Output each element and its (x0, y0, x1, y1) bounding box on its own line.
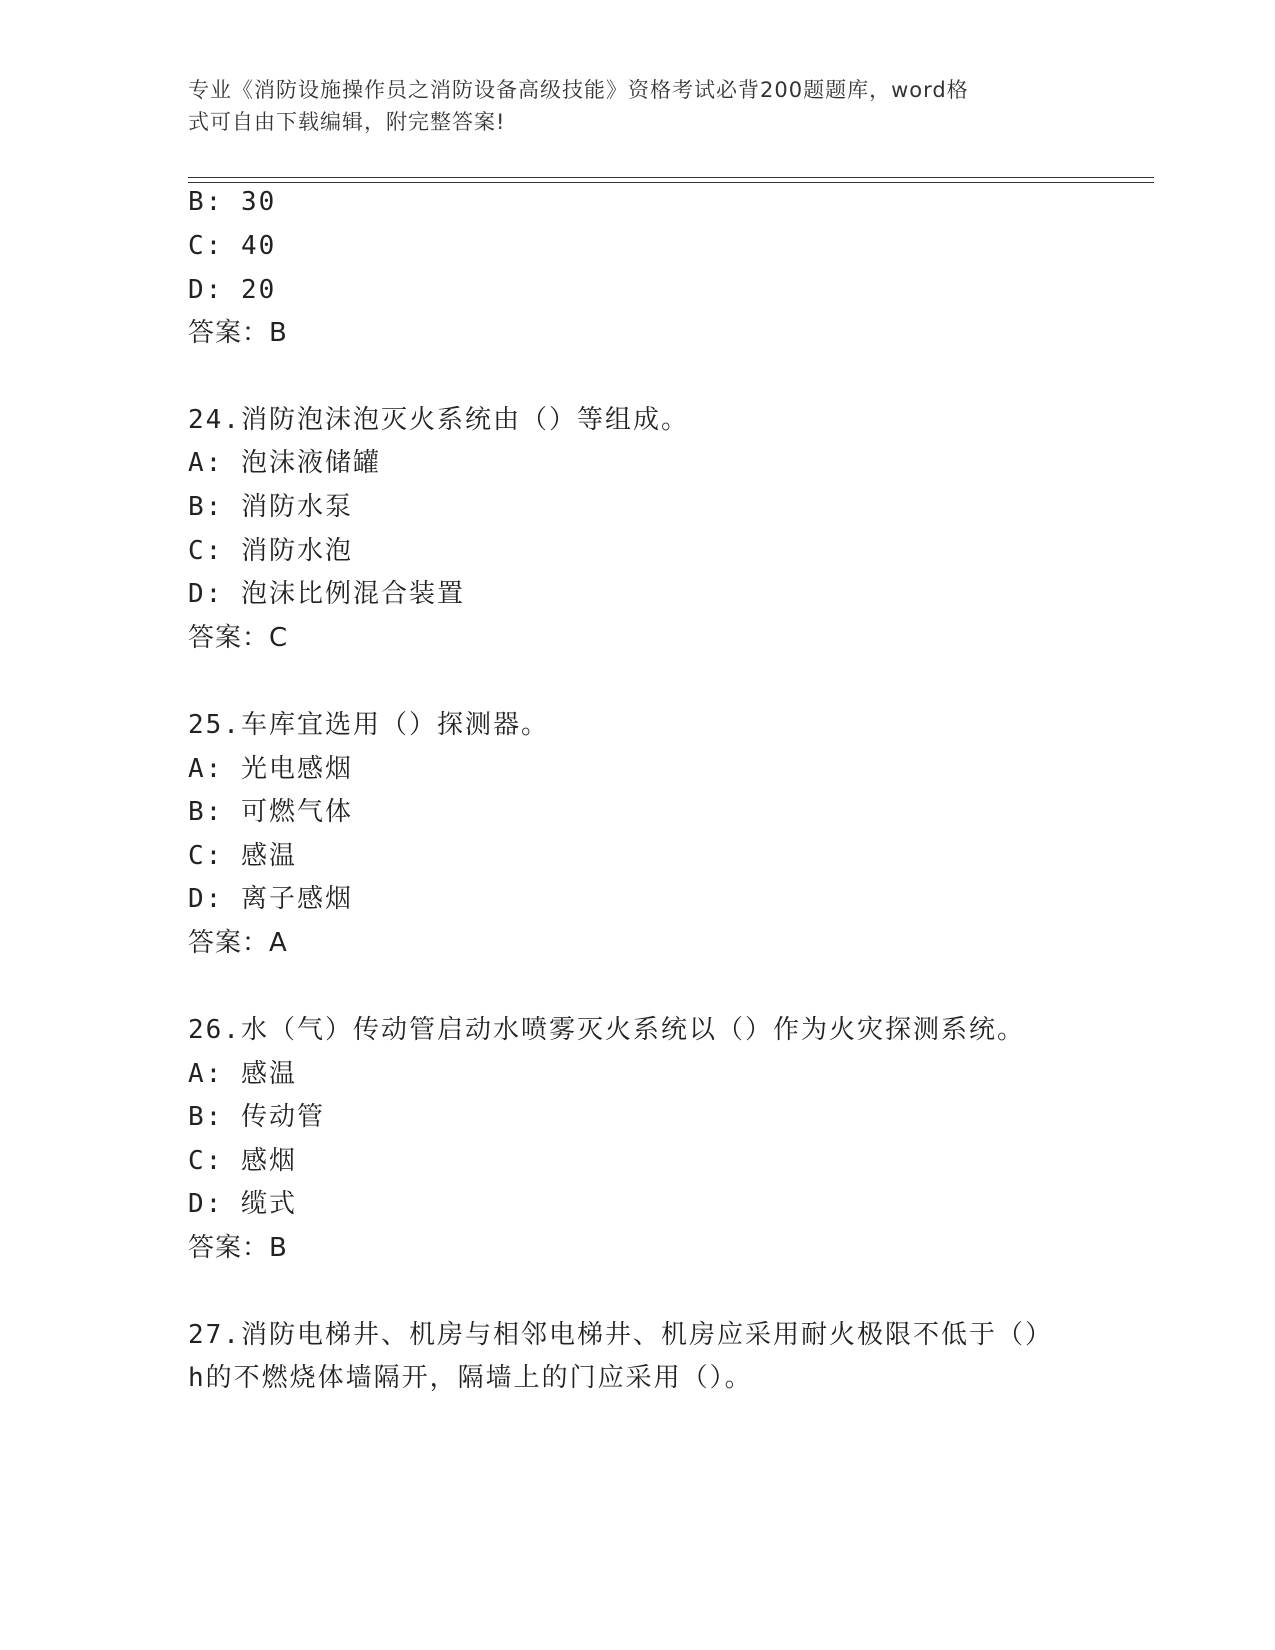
q26-answer: 答案：B (188, 1233, 288, 1263)
document-header (188, 74, 1068, 138)
q27-question-line-1: 27.消防电梯井、机房与相邻电梯井、机房应采用耐火极限不低于（） (188, 1320, 1053, 1350)
q25-option-b: B: 可燃气体 (188, 797, 353, 827)
q24-option-a: A: 泡沫液储罐 (188, 448, 381, 478)
q25-option-a: A: 光电感烟 (188, 754, 353, 784)
header-line-1: 专业《消防设施操作员之消防设备高级技能》资格考试必背200题题库，word格 (188, 78, 969, 102)
q26-option-c: C: 感烟 (188, 1146, 297, 1176)
q25-answer: 答案：A (188, 928, 288, 958)
header-line-2: 式可自由下载编辑，附完整答案! (188, 110, 506, 134)
q24-question: 24.消防泡沫泡灭火系统由（）等组成。 (188, 405, 689, 435)
header-divider-bottom (188, 182, 1154, 183)
q24-option-d: D: 泡沫比例混合装置 (188, 579, 465, 609)
q23-option-c: C: 40 (188, 231, 277, 261)
q26-question: 26.水（气）传动管启动水喷雾灭火系统以（）作为火灾探测系统。 (188, 1015, 1025, 1045)
q26-option-a: A: 感温 (188, 1059, 297, 1089)
q27-question-line-2: h的不燃烧体墙隔开，隔墙上的门应采用（）。 (188, 1363, 753, 1393)
q23-option-b: B: 30 (188, 187, 277, 217)
q25-question: 25.车库宜选用（）探测器。 (188, 710, 549, 740)
q23-answer: 答案：B (188, 318, 288, 348)
q25-option-d: D: 离子感烟 (188, 884, 353, 914)
q24-option-b: B: 消防水泵 (188, 492, 353, 522)
q23-option-d: D: 20 (188, 275, 277, 305)
q24-answer: 答案：C (188, 623, 289, 653)
header-divider-top (188, 177, 1154, 178)
q25-option-c: C: 感温 (188, 841, 297, 871)
q24-option-c: C: 消防水泡 (188, 536, 353, 566)
q26-option-d: D: 缆式 (188, 1189, 297, 1219)
q26-option-b: B: 传动管 (188, 1102, 325, 1132)
